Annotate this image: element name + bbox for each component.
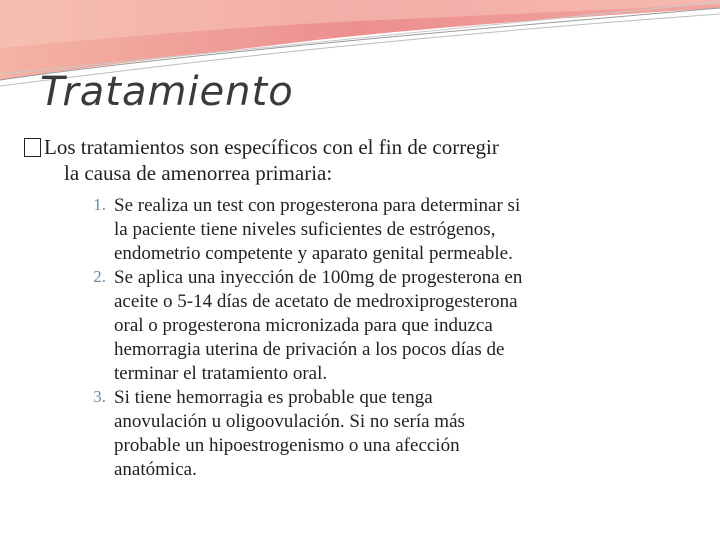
treatment-steps-list xyxy=(78,194,678,482)
intro-paragraph xyxy=(44,134,684,186)
step-text-line: Se realiza un test con progesterona para determinar si xyxy=(114,195,521,216)
step-text-line: terminar el tratamiento oral. xyxy=(114,363,328,384)
list-item xyxy=(78,266,678,386)
step-text-line: hemorragia uterina de privación a los pocos días de xyxy=(114,339,505,360)
step-text-line: anovulación u oligoovulación. Si no sería más xyxy=(114,411,465,432)
step-text-line: anatómica. xyxy=(114,459,197,480)
list-item xyxy=(78,386,678,482)
step-text-line: aceite o 5-14 días de acetato de medroxiprogesterona xyxy=(114,291,518,312)
intro-line: Los tratamientos son específicos con el fin de corregir xyxy=(44,135,499,159)
step-text-line: oral o progesterona micronizada para que induzca xyxy=(114,315,493,336)
step-number: 2. xyxy=(93,267,106,286)
step-text-line: probable un hipoestrogenismo o una afección xyxy=(114,435,460,456)
step-text-line: endometrio competente y aparato genital permeable. xyxy=(114,243,513,264)
step-text-line: Se aplica una inyección de 100mg de progesterona en xyxy=(114,267,523,288)
bullet-box-icon xyxy=(24,138,41,157)
step-number: 3. xyxy=(93,387,106,406)
step-number: 1. xyxy=(93,195,106,214)
list-item xyxy=(78,194,678,266)
step-text-line: Si tiene hemorragia es probable que tenga xyxy=(114,387,433,408)
slide-title: Tratamiento xyxy=(40,69,294,115)
intro-line: la causa de amenorrea primaria: xyxy=(64,161,333,185)
step-text-line: la paciente tiene niveles suficientes de estrógenos, xyxy=(114,219,496,240)
